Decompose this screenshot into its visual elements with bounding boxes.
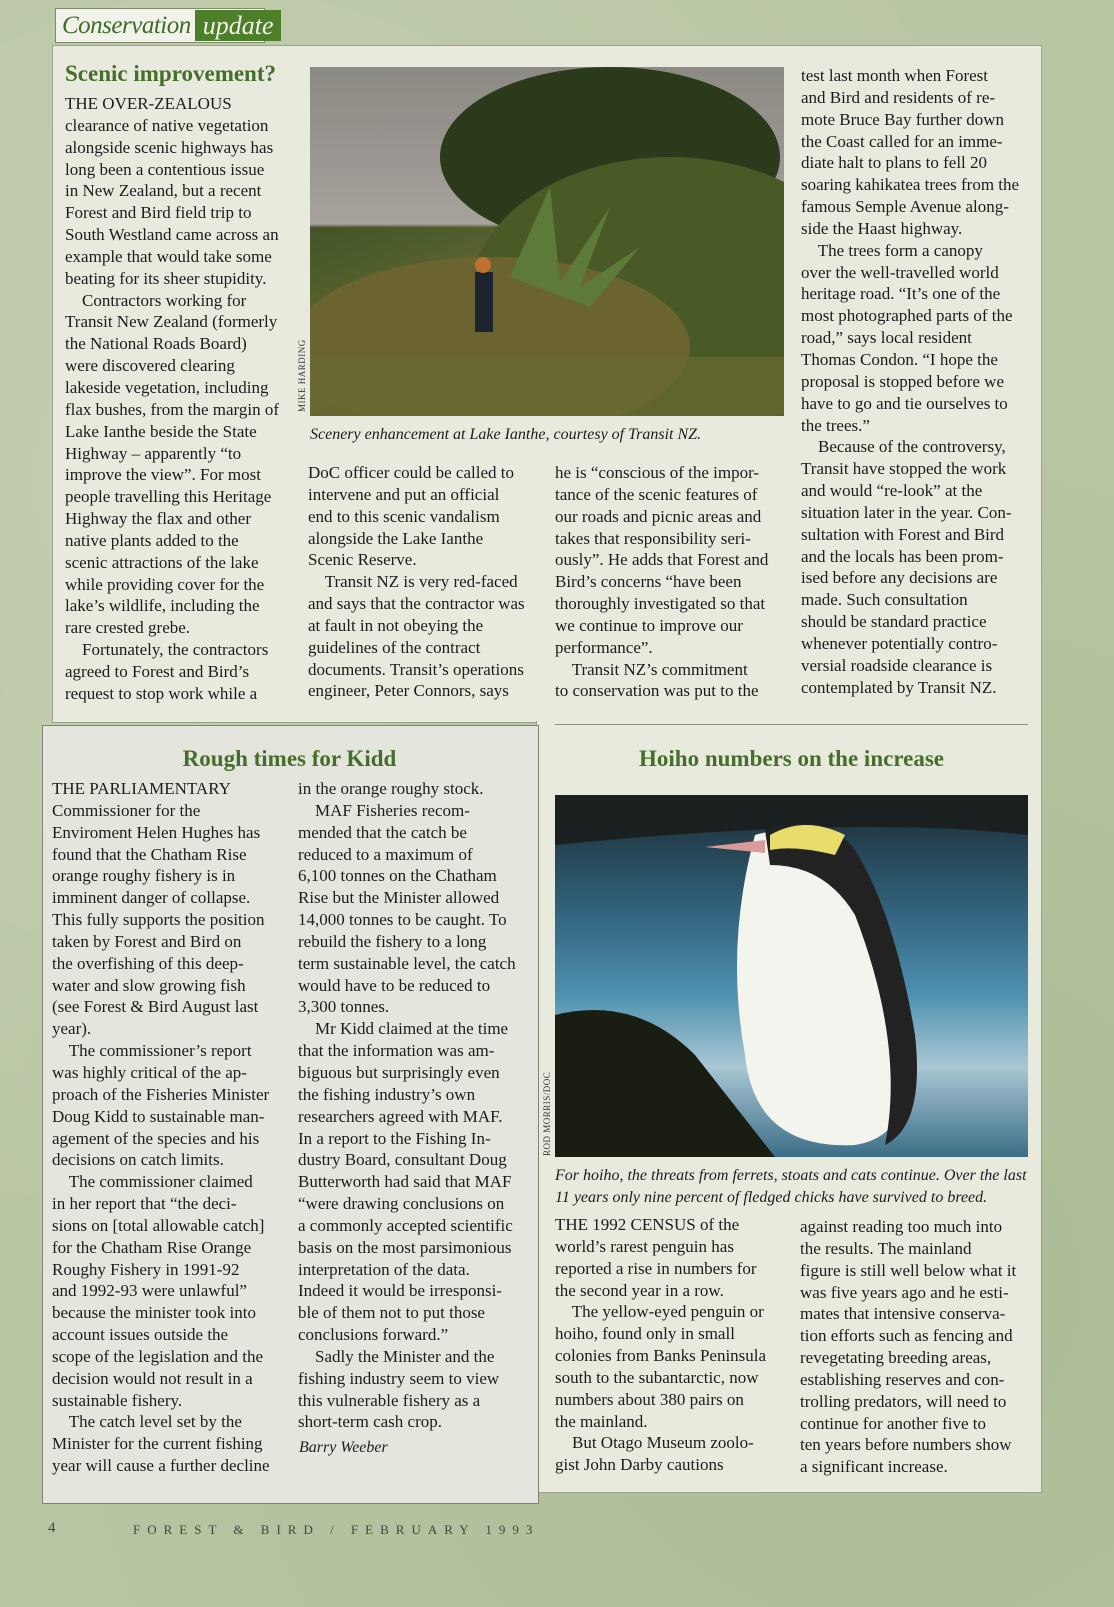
logo-update: update [195, 10, 282, 41]
text-line: Transit NZ is very red-faced [308, 572, 518, 592]
text-line: mended that the catch be [298, 822, 467, 842]
text-line: colonies from Banks Peninsula [555, 1346, 767, 1366]
text-line: establishing reserves and con- [800, 1369, 1005, 1389]
text-line: Transit NZ’s commitment [555, 659, 748, 679]
text-line: figure is still well below what it [800, 1260, 1017, 1280]
text-line: proposal is stopped before we [801, 371, 1005, 391]
text-line: biguous but surprisingly even [298, 1062, 500, 1082]
text-line: South Westland came across an [65, 225, 279, 245]
text-line: performance”. [555, 637, 653, 657]
text-line: found that the Chatham Rise [52, 844, 247, 864]
text-line: scenic attractions of the lake [65, 552, 259, 572]
text-line: and 1992-93 were unlawful” [52, 1281, 247, 1301]
text-line: term sustainable level, the catch [298, 953, 516, 973]
photo-illustration [555, 795, 1028, 1157]
text-line: the trees.” [801, 415, 870, 435]
text-line: decision would not result in a [52, 1368, 253, 1388]
text-line: documents. Transit’s operations [308, 659, 524, 679]
text-line: taken by Forest and Bird on [52, 931, 242, 951]
text-line: should be standard practice [801, 612, 987, 632]
text-line: proach of the Fisheries Minister [52, 1084, 270, 1104]
text-line: 14,000 tonnes to be caught. To [298, 910, 507, 930]
text-line: alongside scenic highways has [65, 137, 274, 157]
text-line: he is “conscious of the impor- [555, 463, 760, 482]
text-line: 3,300 tonnes. [298, 997, 390, 1017]
text-line: because the minister took into [52, 1303, 256, 1323]
text-line: side the Haast highway. [801, 218, 963, 238]
text-line: agreed to Forest and Bird’s [65, 661, 250, 681]
text-line: In a report to the Fishing In- [298, 1128, 491, 1148]
scenic-article-title: Scenic improvement? [65, 61, 277, 86]
text-line: Indeed it would be irresponsi- [298, 1281, 502, 1301]
text-line: Sadly the Minister and the [298, 1346, 495, 1366]
text-line: beating for its sheer stupidity. [65, 268, 267, 288]
text-line: tance of the scenic features of [555, 484, 758, 504]
text-line: thoroughly investigated so that [555, 594, 766, 614]
text-line: Commissioner for the [52, 800, 201, 820]
text-line: orange roughy fishery is in [52, 866, 236, 886]
text-line: for the Chatham Rise Orange [52, 1237, 252, 1257]
text-line: that the information was am- [298, 1041, 495, 1061]
text-line: have to go and tie ourselves to [801, 393, 1008, 413]
text-line: south to the subantarctic, now [555, 1367, 759, 1387]
text-line: intervene and put an official [308, 484, 500, 504]
text-line: Mr Kidd claimed at the time [298, 1019, 509, 1039]
text-line: made. Such consultation [801, 590, 968, 610]
text-line: numbers about 380 pairs on [555, 1389, 744, 1409]
text-line: short-term cash crop. [298, 1412, 442, 1432]
text-line: versial roadside clearance is [801, 655, 993, 675]
text-line: engineer, Peter Connors, says [308, 681, 509, 701]
kidd-column-2 [298, 778, 516, 1433]
text-line: MAF Fisheries recom- [298, 800, 470, 820]
text-line: Minister for the current fishing [52, 1434, 263, 1454]
text-line: ised before any decisions are [801, 568, 998, 588]
text-line: was highly critical of the ap- [52, 1062, 247, 1082]
text-line: a significant increase. [800, 1457, 948, 1477]
text-line: a commonly accepted scientific [298, 1215, 513, 1235]
text-line: lake’s wildlife, including the [65, 596, 260, 616]
text-line: most photographed parts of the [801, 306, 1013, 326]
text-line: “were drawing conclusions on [298, 1194, 505, 1214]
text-line: THE 1992 CENSUS of the [555, 1215, 740, 1234]
text-line: conclusions forward.” [298, 1325, 449, 1345]
photo-credit-harding: MIKE HARDING [297, 339, 307, 412]
text-line: The yellow-eyed penguin or [555, 1302, 764, 1322]
text-line: basis on the most parsimonious [298, 1237, 512, 1257]
text-line: against reading too much into [800, 1217, 1003, 1236]
text-line: reduced to a maximum of [298, 844, 473, 864]
scenic-column-1 [65, 93, 279, 705]
text-line: we continue to improve our [555, 615, 743, 635]
text-line: Highway the flax and other [65, 509, 251, 529]
text-line: native plants added to the [65, 530, 239, 550]
text-line: flax bushes, from the margin of [65, 399, 280, 419]
text-line: ously”. He adds that Forest and [555, 550, 769, 570]
text-line: Contractors working for [65, 290, 247, 310]
text-line: improve the view”. For most [65, 465, 261, 485]
text-line: researchers agreed with MAF. [298, 1106, 503, 1126]
scenic-column-4 [801, 65, 1019, 698]
text-line: 6,100 tonnes on the Chatham [298, 866, 497, 886]
text-line: this vulnerable fishery as a [298, 1390, 481, 1410]
text-line: The trees form a canopy [801, 240, 983, 260]
text-line: Enviroment Helen Hughes has [52, 822, 261, 842]
text-line: the second year in a row. [555, 1280, 724, 1300]
text-line: were discovered clearing [65, 356, 235, 376]
text-line: example that would take some [65, 246, 272, 266]
text-line: revegetating breeding areas, [800, 1348, 992, 1368]
text-line: soaring kahikatea trees from the [801, 175, 1020, 195]
kidd-author: Barry Weeber [299, 1439, 388, 1456]
penguin-photo [555, 795, 1028, 1157]
text-line: rebuild the fishery to a long [298, 931, 487, 951]
hoiho-article-title: Hoiho numbers on the increase [639, 746, 944, 771]
text-line: the overfishing of this deep- [52, 953, 244, 973]
text-line: agement of the species and his [52, 1128, 260, 1148]
text-line: diate halt to plans to fell 20 [801, 153, 988, 173]
text-line: in the orange roughy stock. [298, 779, 484, 798]
text-line: Scenic Reserve. [308, 550, 417, 570]
text-line: DoC officer could be called to [308, 463, 514, 482]
text-line: year). [52, 1019, 92, 1039]
logo-conservation: Conservation [62, 11, 191, 39]
text-line: Highway – apparently “to [65, 443, 242, 463]
text-line: continue for another five to [800, 1413, 986, 1433]
text-line: trolling predators, will need to [800, 1391, 1007, 1411]
text-line: heritage road. “It’s one of the [801, 284, 1001, 304]
text-line: decisions on catch limits. [52, 1150, 224, 1170]
section-divider [555, 724, 1028, 725]
text-line: ten years before numbers show [800, 1435, 1012, 1455]
text-line: the mainland. [555, 1411, 648, 1431]
text-line: takes that responsibility seri- [555, 528, 751, 548]
text-line: at fault in not obeying the [308, 615, 484, 635]
text-line: Fortunately, the contractors [65, 640, 269, 660]
text-line: (see Forest & Bird August last [52, 997, 259, 1017]
section-logo [55, 8, 274, 43]
text-line: imminent danger of collapse. [52, 888, 251, 908]
text-line: Roughy Fishery in 1991-92 [52, 1259, 240, 1279]
text-line: lakeside vegetation, including [65, 377, 269, 397]
text-line: sions on [total allowable catch] [52, 1215, 265, 1235]
text-line: dustry Board, consultant Doug [298, 1150, 507, 1170]
text-line: sultation with Forest and Bird [801, 524, 1005, 544]
text-line: to conservation was put to the [555, 681, 759, 701]
text-line: was five years ago and he esti- [800, 1282, 1009, 1302]
text-line: Forest and Bird field trip to [65, 203, 252, 223]
text-line: Butterworth had said that MAF [298, 1172, 512, 1192]
text-line: long been a contentious issue [65, 159, 265, 179]
text-line: famous Semple Avenue along- [801, 197, 1009, 217]
text-line: Rise but the Minister allowed [298, 888, 500, 908]
text-line: interpretation of the data. [298, 1259, 470, 1279]
text-line: and says that the contractor was [308, 594, 525, 614]
text-line: But Otago Museum zoolo- [555, 1433, 754, 1453]
text-line: and would “re-look” at the [801, 481, 983, 501]
text-line: reported a rise in numbers for [555, 1258, 757, 1278]
text-line: THE PARLIAMENTARY [52, 779, 231, 798]
text-line: fishing industry seem to view [298, 1368, 500, 1388]
text-line: road,” says local resident [801, 328, 972, 348]
text-line: whenever potentially contro- [801, 633, 998, 653]
text-line: request to stop work while a [65, 683, 258, 703]
text-line: tion efforts such as fencing and [800, 1326, 1013, 1346]
text-line: guidelines of the contract [308, 637, 481, 657]
scenic-column-2 [308, 462, 525, 702]
publication-line: FOREST & BIRD / FEBRUARY 1993 [133, 1522, 540, 1537]
text-line: The commissioner’s report [52, 1041, 252, 1061]
penguin-caption-line-1: For hoiho, the threats from ferrets, stoats and cats continue. Over the last [555, 1167, 1027, 1184]
text-line: people travelling this Heritage [65, 487, 272, 507]
text-line: ble of them not to put those [298, 1303, 485, 1323]
page-number: 4 [48, 1520, 56, 1536]
text-line: and Bird and residents of re- [801, 87, 996, 107]
penguin-caption-line-2: 11 years only nine percent of fledged chicks have survived to breed. [555, 1189, 988, 1206]
text-line: would have to be reduced to [298, 975, 491, 995]
text-line: account issues outside the [52, 1325, 229, 1345]
scenic-column-3 [555, 462, 768, 702]
text-line: while providing cover for the [65, 574, 265, 594]
text-line: The catch level set by the [52, 1412, 242, 1432]
text-line: THE OVER-ZEALOUS [65, 94, 232, 113]
text-line: mote Bruce Bay further down [801, 109, 1004, 129]
text-line: Thomas Condon. “I hope the [801, 349, 998, 369]
text-line: the Coast called for an imme- [801, 131, 1003, 151]
kidd-article-title: Rough times for Kidd [182, 746, 397, 771]
kidd-column-1 [52, 778, 270, 1477]
hoiho-column-1 [555, 1214, 766, 1476]
text-line: The commissioner claimed [52, 1172, 253, 1192]
photo-illustration [310, 67, 784, 416]
text-line: over the well-travelled world [801, 262, 999, 282]
hoiho-column-2 [800, 1216, 1016, 1478]
text-line: end to this scenic vandalism [308, 506, 500, 526]
text-line: the National Roads Board) [65, 334, 247, 354]
text-line: contemplated by Transit NZ. [801, 677, 997, 697]
text-line: Bird’s concerns “have been [555, 572, 742, 592]
photo-credit-morris: ROD MORRIS/DOC [542, 1071, 552, 1156]
text-line: in her report that “the deci- [52, 1194, 237, 1214]
text-line: alongside the Lake Ianthe [308, 528, 484, 548]
text-line: water and slow growing fish [52, 975, 246, 995]
text-line: This fully supports the position [52, 910, 265, 930]
text-line: the fishing industry’s own [298, 1084, 476, 1104]
text-line: scope of the legislation and the [52, 1346, 264, 1366]
text-line: Transit New Zealand (formerly [65, 312, 278, 332]
text-line: Transit have stopped the work [801, 459, 1007, 479]
text-line: world’s rarest penguin has [555, 1236, 734, 1256]
text-line: Doug Kidd to sustainable man- [52, 1106, 265, 1126]
text-line: mates that intensive conserva- [800, 1304, 1006, 1324]
text-line: test last month when Forest [801, 66, 988, 85]
text-line: situation later in the year. Con- [801, 502, 1012, 522]
text-line: Because of the controversy, [801, 437, 1006, 457]
text-line: rare crested grebe. [65, 618, 191, 638]
text-line: and the locals has been prom- [801, 546, 1004, 566]
text-line: sustainable fishery. [52, 1390, 183, 1410]
lake-ianthe-photo [310, 67, 784, 416]
lake-ianthe-caption: Scenery enhancement at Lake Ianthe, courtesy of Transit NZ. [310, 426, 702, 443]
text-line: the results. The mainland [800, 1238, 972, 1258]
text-line: clearance of native vegetation [65, 115, 269, 135]
text-line: hoiho, found only in small [555, 1324, 735, 1344]
text-line: our roads and picnic areas and [555, 506, 762, 526]
text-line: Lake Ianthe beside the State [65, 421, 257, 441]
text-line: in New Zealand, but a recent [65, 181, 262, 201]
text-line: gist John Darby cautions [555, 1455, 724, 1475]
text-line: year will cause a further decline [52, 1456, 270, 1476]
